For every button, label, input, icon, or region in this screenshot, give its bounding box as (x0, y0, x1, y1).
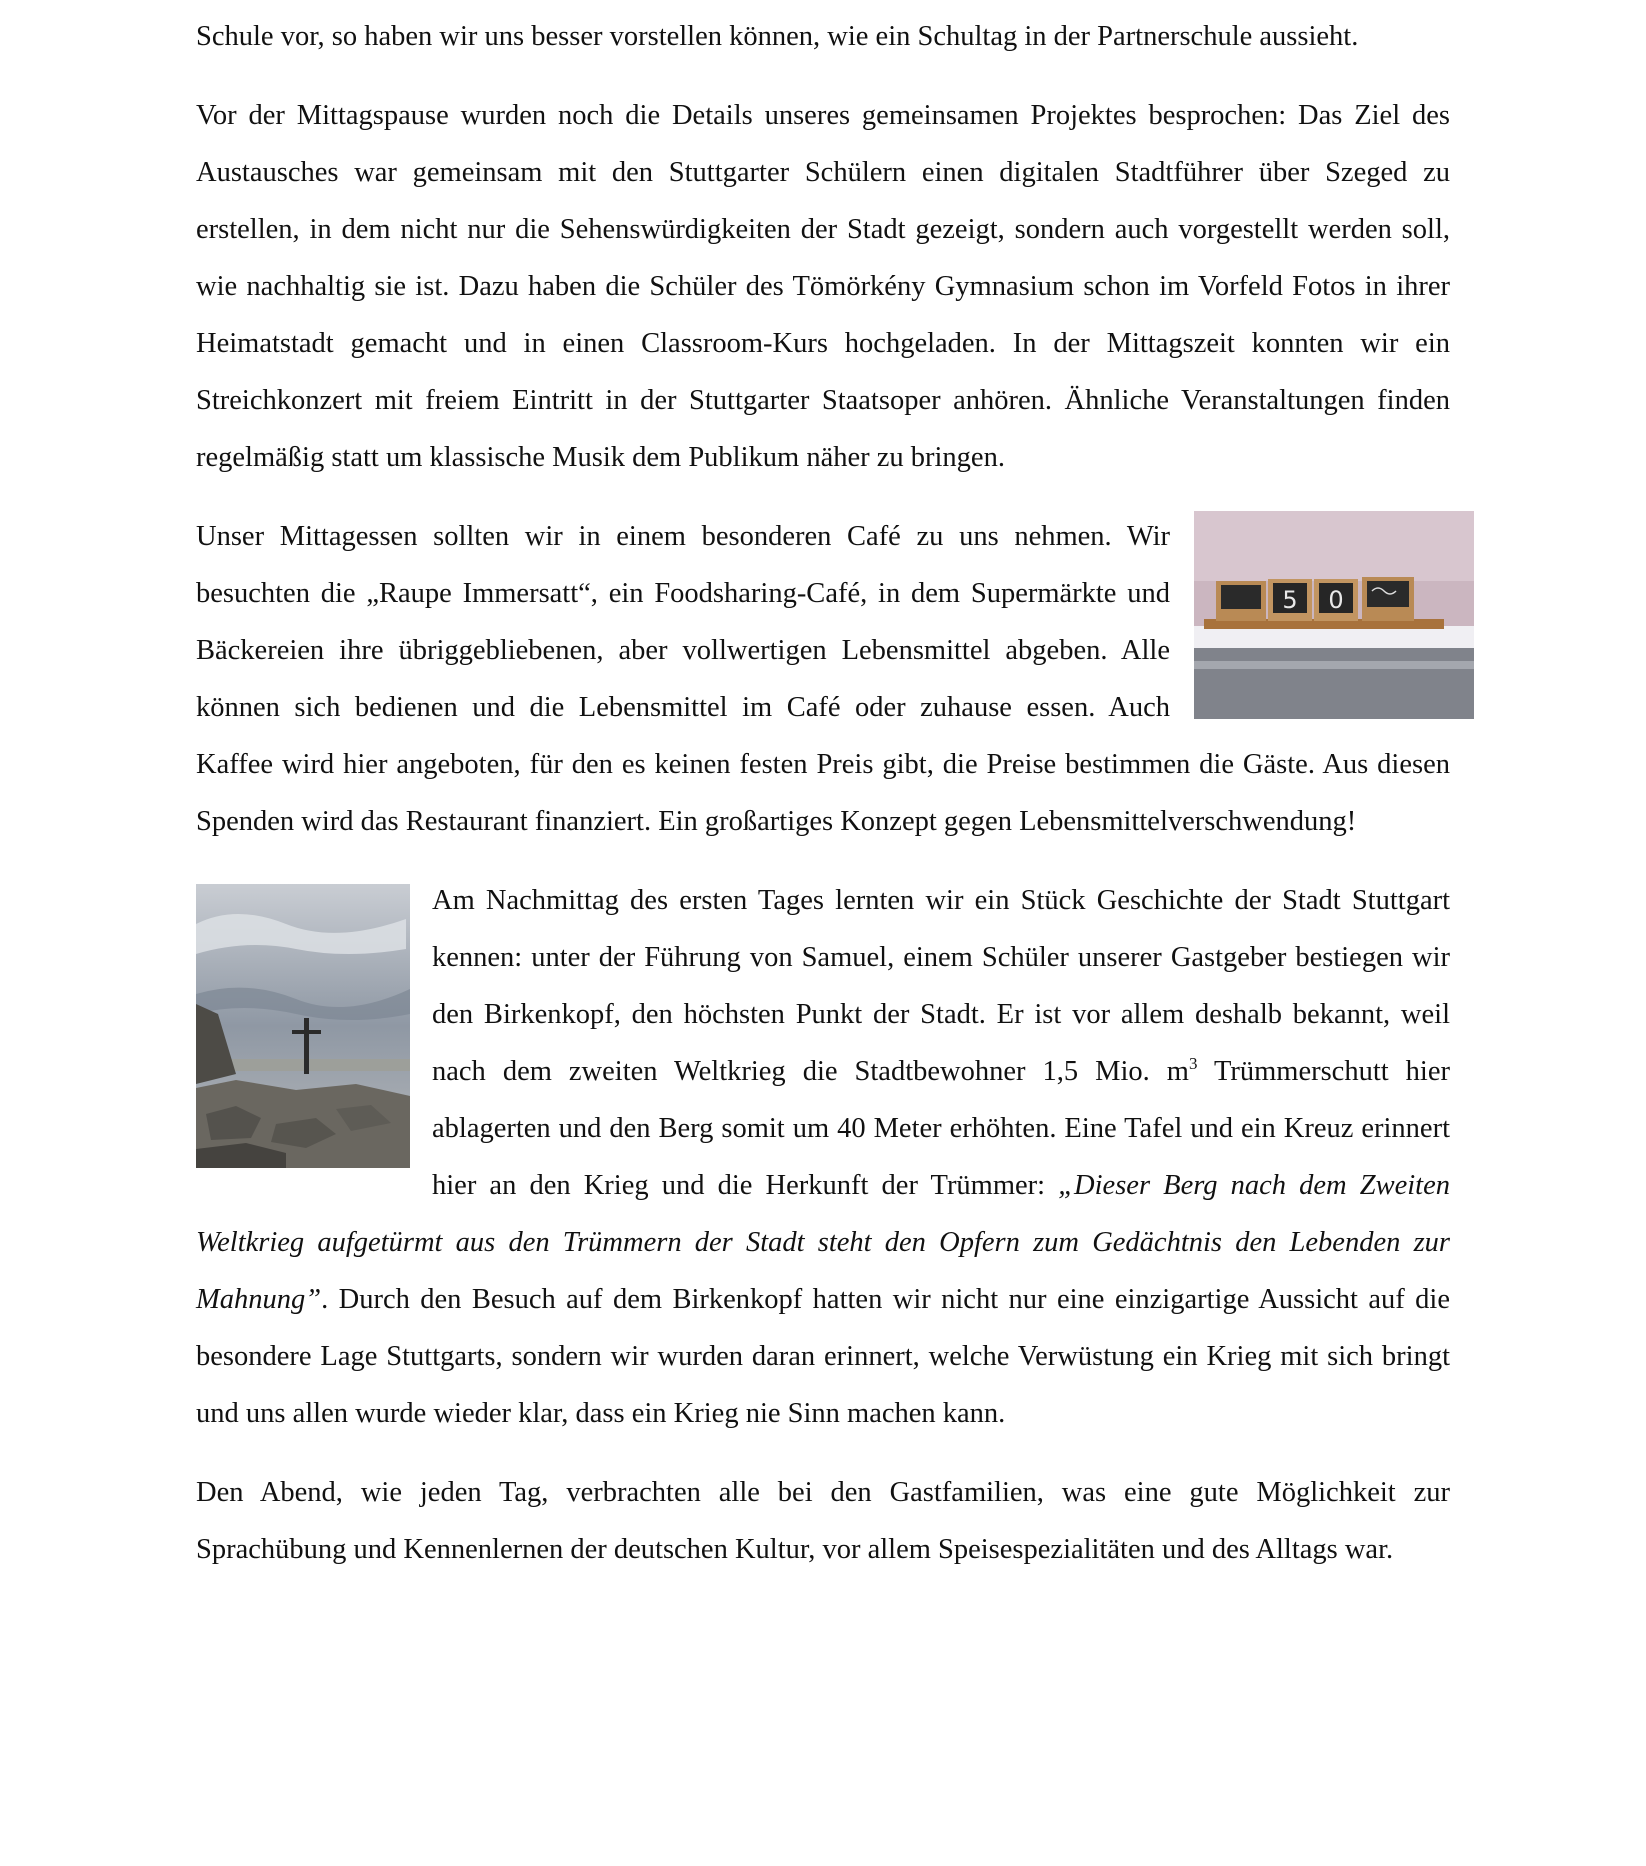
paragraph-birkenkopf-text-1: Am Nachmittag des ersten Tages lernten wir ein Stück Geschichte der Stadt Stuttgart kennen: unter der Führung von Samuel, einem Schüler unserer Gastgeber bestiegen wir den Birkenkopf, den höchsten Punkt der Stadt. Er ist vor allem deshalb bekannt, weil nach dem zweiten Weltkrieg die Stadtbewohner 1,5 Mio. m (432, 885, 1450, 1087)
document-page (196, 8, 1450, 1600)
memorial-quote: „Dieser Berg nach dem Zweiten Weltkrieg aufgetürmt aus den Trümmern der Stadt steht den Opfern zum Gedächtnis den Lebenden zur Mahnung” (196, 1170, 1450, 1315)
paragraph-birkenkopf (196, 872, 1450, 1442)
cafe-photo-image (1194, 511, 1474, 719)
paragraph-cafe (196, 508, 1450, 850)
cubic-superscript: 3 (1188, 1054, 1198, 1073)
paragraph-project-details: Vor der Mittagspause wurden noch die Details unseres gemeinsamen Projektes besprochen: Das Ziel des Austausches war gemeinsam mit den Stuttgarter Schülern einen digitalen Stadtführer über Szeged zu erstellen, in dem nicht nur die Sehenswürdigkeiten der Stadt gezeigt, sondern auch vorgestellt werden soll, wie nachhaltig sie ist. Dazu haben die Schüler des Tömörkény Gymnasium schon im Vorfeld Fotos in ihrer Heimatstadt gemacht und in einen Classroom-Kurs hochgeladen. In der Mittagszeit konnten wir ein Streichkonzert mit freiem Eintritt in der Stuttgarter Staatsoper anhören. Ähnliche Veranstaltungen finden regelmäßig statt um klassische Musik dem Publikum näher zu bringen. (196, 100, 1450, 473)
paragraph-birkenkopf-text-3: . Durch den Besuch auf dem Birkenkopf hatten wir nicht nur eine einzigartige Aussicht auf die besondere Lage Stuttgarts, sondern wir wurden daran erinnert, welche Verwüstung ein Krieg mit sich bringt und uns allen wurde wieder klar, dass ein Krieg nie Sinn machen kann. (196, 1284, 1450, 1429)
paragraph-cafe-text: Unser Mittagessen sollten wir in einem besonderen Café zu uns nehmen. Wir besuchten die „Raupe Immersatt“, ein Foodsharing-Café, in dem Supermärkte und Bäckereien ihre übriggebliebenen, aber vollwertigen Lebensmittel abgeben. Alle können sich bedienen und die Lebensmittel im Café oder zuhause essen. Auch Kaffee wird hier angeboten, für den es keinen festen Preis gibt, die Preise bestimmen die Gäste. Aus diesen Spenden wird das Restaurant finanziert. Ein großartiges Konzept gegen Lebensmittelverschwendung! (196, 521, 1450, 837)
cafe-sign-digit-2: 0 (1328, 586, 1344, 614)
birkenkopf-photo-image (196, 884, 410, 1168)
cafe-photo (1194, 511, 1474, 719)
paragraph-birkenkopf-text-2: Trümmerschutt hier ablagerten und den Berg somit um 40 Meter erhöhten. Eine Tafel und ein Kreuz erinnert hier an den Krieg und die Herkunft der Trümmer: (432, 1056, 1450, 1201)
paragraph-school-intro: Schule vor, so haben wir uns besser vorstellen können, wie ein Schultag in der Partnerschule aussieht. (196, 21, 1359, 52)
paragraph-evening: Den Abend, wie jeden Tag, verbrachten alle bei den Gastfamilien, was eine gute Möglichkeit zur Sprachübung und Kennenlernen der deutschen Kultur, vor allem Speisespezialitäten und des Alltags war. (196, 1477, 1450, 1565)
birkenkopf-photo (196, 884, 410, 1168)
cafe-sign-digit-1: 5 (1282, 586, 1298, 614)
